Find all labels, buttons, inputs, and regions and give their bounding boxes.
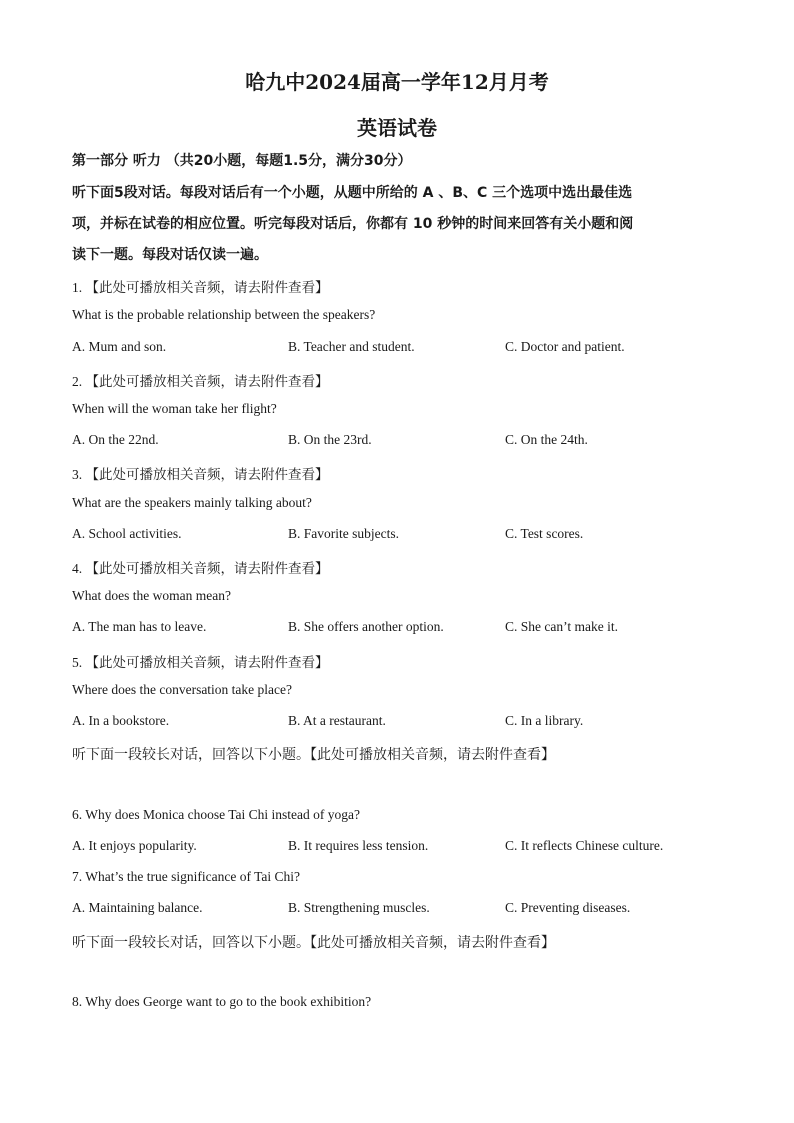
question-number: 2. 【此处可播放相关音频，请去附件查看】 <box>72 374 329 390</box>
option-a: A. The man has to leave. <box>72 619 207 634</box>
long-dialog-intro-2[interactable]: 听下面一段较长对话，回答以下小题。【此处可播放相关音频，请去附件查看】 <box>72 935 555 951</box>
option-c: C. Doctor and patient. <box>505 339 625 354</box>
audio-note[interactable]: 【此处可播放相关音频，请去附件查看】 <box>85 655 329 671</box>
question-text: What are the speakers mainly talking about? <box>72 495 312 510</box>
question-text: 6. Why does Monica choose Tai Chi instead of yoga? <box>72 807 360 822</box>
audio-note[interactable]: 【此处可播放相关音频，请去附件查看】 <box>85 467 329 483</box>
option-b: B. On the 23rd. <box>288 432 372 447</box>
question-number: 5. 【此处可播放相关音频，请去附件查看】 <box>72 655 329 671</box>
question-number: 3. 【此处可播放相关音频，请去附件查看】 <box>72 467 329 483</box>
option-b: B. It requires less tension. <box>288 838 429 853</box>
option-a: A. Maintaining balance. <box>72 900 203 915</box>
question-text: Where does the conversation take place? <box>72 682 293 697</box>
option-b: B. At a restaurant. <box>288 713 386 728</box>
question-text: When will the woman take her flight? <box>72 401 277 416</box>
option-b: B. Strengthening muscles. <box>288 900 430 915</box>
instruction-line-3: 读下一题。每段对话仅读一遍。 <box>72 247 268 263</box>
question-text: What does the woman mean? <box>72 588 231 603</box>
option-c: C. On the 24th. <box>505 432 588 447</box>
question-number: 1. 【此处可播放相关音频，请去附件查看】 <box>72 280 329 296</box>
option-c: C. In a library. <box>505 713 584 728</box>
instruction-line-2: 项，并标在试卷的相应位置。听完每段对话后，你都有 10 秒钟的时间来回答有关小题和阅 <box>72 216 634 232</box>
question-text: What is the probable relationship between the speakers? <box>72 307 376 322</box>
option-c: C. Preventing diseases. <box>505 900 631 915</box>
audio-note[interactable]: 【此处可播放相关音频，请去附件查看】 <box>85 374 329 390</box>
option-c: C. She can’t make it. <box>505 619 618 634</box>
audio-note[interactable]: 【此处可播放相关音频，请去附件查看】 <box>85 561 329 577</box>
question-number: 4. 【此处可播放相关音频，请去附件查看】 <box>72 561 329 577</box>
option-b: B. Favorite subjects. <box>288 526 399 541</box>
instruction-line-1: 听下面5段对话。每段对话后有一个小题，从题中所给的 A 、B、C 三个选项中选出最佳选 <box>72 185 633 201</box>
option-c: C. It reflects Chinese culture. <box>505 838 664 853</box>
question-text: 8. Why does George want to go to the book exhibition? <box>72 994 372 1009</box>
question-text: 7. What’s the true significance of Tai Chi? <box>72 869 300 884</box>
section-heading: 第一部分 听力 （共20小题，每题1.5分，满分30分） <box>72 153 412 169</box>
exam-subtitle: 英语试卷 <box>357 116 437 140</box>
option-b: B. Teacher and student. <box>288 339 415 354</box>
option-c: C. Test scores. <box>505 526 584 541</box>
option-a: A. Mum and son. <box>72 339 167 354</box>
option-a: A. It enjoys popularity. <box>72 838 197 853</box>
exam-title: 哈九中2024届高一学年12月月考 <box>245 70 549 94</box>
long-dialog-intro[interactable]: 听下面一段较长对话，回答以下小题。【此处可播放相关音频，请去附件查看】 <box>72 747 555 763</box>
option-a: A. In a bookstore. <box>72 713 170 728</box>
option-a: A. On the 22nd. <box>72 432 159 447</box>
option-b: B. She offers another option. <box>288 619 444 634</box>
option-a: A. School activities. <box>72 526 182 541</box>
audio-note[interactable]: 【此处可播放相关音频，请去附件查看】 <box>85 280 329 296</box>
